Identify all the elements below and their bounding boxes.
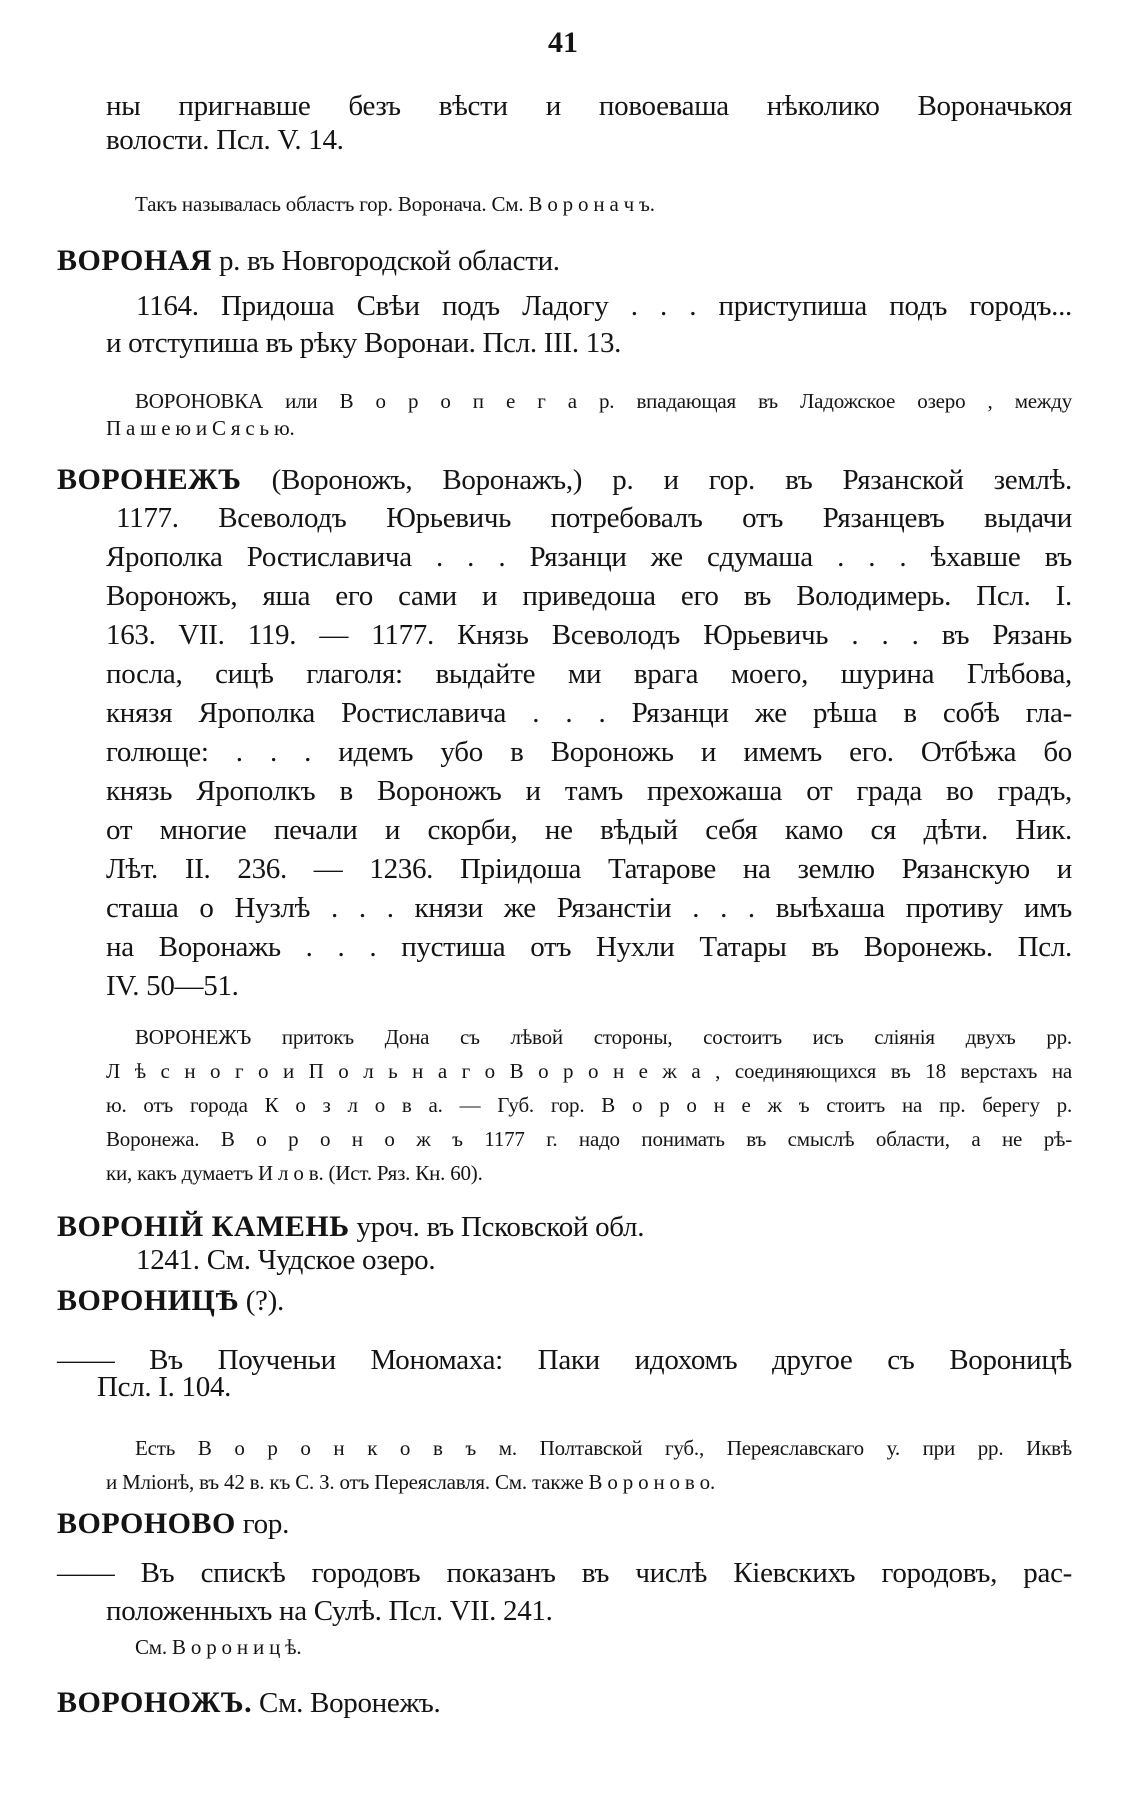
text-line (136, 1246, 435, 1275)
text-line (106, 1597, 553, 1626)
line-text: 1164. Придоша Свѣи подъ Ладогу . . . приступиша подъ городъ... (136, 290, 1072, 322)
line-text: посла, сицѣ глаголя: выдайте ми врага моего, шурина Глѣбова, (106, 658, 1072, 690)
text-line (106, 543, 1072, 572)
text-line (106, 329, 621, 358)
line-text: П а ш е ю и С я с ь ю. (106, 416, 295, 440)
text-line (136, 292, 1072, 321)
line-text: от многие печали и скорби, не вѣдый себя камо ся дѣти. Ник. (106, 814, 1072, 846)
text-line (106, 621, 1072, 650)
note-line (106, 1163, 483, 1184)
line-text: (Вороножъ, Воронажъ,) р. и гор. въ Рязанской землѣ. (241, 464, 1072, 496)
text-line (106, 660, 1072, 689)
line-text: ВОРОНЕЖЪ притокъ Дона съ лѣвой стороны, состоитъ исъ сліянія двухъ рр. (135, 1025, 1072, 1049)
line-text: —— Въ спискѣ городовъ показанъ въ числѣ Кіевскихъ городовъ, рас- (57, 1557, 1072, 1589)
entry-heading-line (57, 465, 1072, 495)
entry-heading-line (57, 1212, 644, 1242)
entry-heading: ВОРОНАЯ (57, 244, 212, 277)
text-line (106, 933, 1072, 962)
text-line (106, 738, 1072, 767)
line-text: (?). (238, 1285, 284, 1317)
entry-heading-line (57, 1509, 289, 1539)
note-line (106, 1095, 1072, 1116)
note-line (135, 391, 1072, 412)
line-text: ю. отъ города К о з л о в а. — Губ. гор. В о р о н е ж ъ стоитъ на пр. берегу р. (106, 1093, 1072, 1117)
entry-heading: ВОРОНИЦѢ (57, 1284, 239, 1317)
line-text: голюще: . . . идемъ убо в Вороножь и имемъ его. Отбѣжа бо (106, 736, 1072, 768)
text-line (106, 855, 1072, 884)
line-text: IV. 50—51. (106, 970, 239, 1002)
line-text: князя Ярополка Ростиславича . . . Рязанци же рѣша в собѣ гла- (106, 697, 1072, 729)
line-text: ВОРОНОВКА или В о р о п е г а р. впадающая въ Ладожское озеро , между (135, 389, 1072, 413)
line-text: Лѣт. II. 236. — 1236. Пріидоша Татарове на землю Рязанскую и (106, 853, 1072, 885)
line-text: ки, какъ думаетъ И л о в. (Ист. Ряз. Кн. 60). (106, 1161, 483, 1185)
note-line (135, 194, 655, 215)
note-line (135, 1438, 1072, 1459)
text-line (106, 777, 1072, 806)
line-text: Псл. I. 104. (97, 1371, 232, 1403)
line-text: 1177. Всеволодъ Юрьевичь потребовалъ отъ Рязанцевъ выдачи (116, 502, 1072, 534)
line-text: гор. (235, 1508, 290, 1540)
line-text: положенныхъ на Сулѣ. Псл. VII. 241. (106, 1595, 553, 1627)
entry-heading: ВОРОНЕЖЪ (57, 463, 242, 496)
note-line (106, 1061, 1072, 1082)
note-line (135, 1637, 301, 1658)
text-line (106, 92, 1072, 121)
text-line (106, 972, 239, 1001)
line-text: —— Въ Поученьи Мономаха: Паки идохомъ другое съ Вороницѣ (57, 1344, 1072, 1376)
line-text: См. В о р о н и ц ѣ. (135, 1635, 302, 1659)
line-text: Л ѣ с н о г о и П о л ь н а г о В о р о н е ж а , соединяющихся въ 18 верстахъ на (106, 1059, 1072, 1083)
line-text: Такъ называлась областъ гор. Вороначa. См. В о р о н а ч ъ. (135, 192, 655, 216)
text-line (106, 816, 1072, 845)
text-line (57, 1559, 1072, 1588)
text-line (97, 1373, 231, 1402)
line-text: Ярополка Ростиславича . . . Рязанци же сдумаша . . . ѣхавше въ (106, 541, 1072, 573)
line-text: князь Ярополкъ в Вороножъ и тамъ прехожаша от града во градъ, (106, 775, 1072, 807)
entry-heading-line (57, 1688, 440, 1718)
entry-heading: ВОРОНІЙ КАМЕНЬ (57, 1210, 350, 1243)
text-line (106, 699, 1072, 728)
line-text: Воронежа. В о р о н о ж ъ 1177 г. надо понимать въ смыслѣ области, а не рѣ- (106, 1127, 1072, 1151)
entry-heading-line (57, 1286, 284, 1316)
text-line (106, 582, 1072, 611)
line-text: и Мліонѣ, въ 42 в. къ С. З. отъ Переяславля. См. также В о р о н о в о. (106, 1470, 716, 1494)
entry-heading: ВОРОНОВО (57, 1507, 236, 1540)
line-text: Есть В о р о н к о в ъ м. Полтавской губ., Переяславскаго у. при рр. Иквѣ (135, 1436, 1072, 1460)
line-text: ны пригнавше безъ вѣсти и повоеваша нѣколико Вороначькоя (106, 90, 1072, 122)
line-text: и отступиша въ рѣку Воронаи. Псл. III. 13. (106, 327, 622, 359)
page-number: 41 (548, 26, 578, 59)
note-line (106, 418, 295, 439)
note-line (106, 1129, 1072, 1150)
line-text: сташа о Нузлѣ . . . князи же Рязанстіи . . . выѣхаша противу имъ (106, 892, 1072, 924)
line-text: волости. Псл. V. 14. (106, 124, 344, 156)
line-text: уроч. въ Псковской обл. (349, 1211, 645, 1243)
line-text: р. въ Новгородской области. (212, 245, 560, 277)
line-text: Вороножъ, яша его сами и приведоша его въ Володимерь. Псл. I. (106, 580, 1072, 612)
note-line (135, 1027, 1072, 1048)
line-text: 1241. См. Чудское озеро. (136, 1244, 436, 1276)
line-text: 163. VII. 119. — 1177. Князь Всеволодъ Юрьевичь . . . въ Рязань (106, 619, 1072, 651)
note-line (106, 1472, 715, 1493)
text-line (106, 126, 344, 155)
text-line (106, 894, 1072, 923)
entry-heading: ВОРОНОЖЪ. (57, 1686, 253, 1719)
entry-heading-line (57, 246, 560, 276)
text-line (116, 504, 1072, 533)
line-text: См. Воронежъ. (252, 1687, 441, 1719)
line-text: на Воронажь . . . пустиша отъ Нухли Татары въ Воронежь. Псл. (106, 931, 1072, 963)
